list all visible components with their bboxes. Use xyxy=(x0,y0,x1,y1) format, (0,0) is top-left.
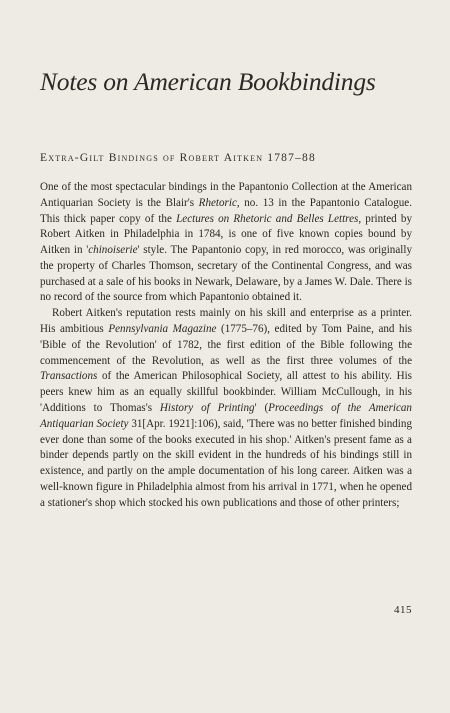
italic-text: Pennsylvania Magazine xyxy=(108,323,217,336)
text-run: 31[Apr. 1921]:106), said, 'There was no better finished binding ever done than some of the books executed in his shop.' Aitken's present fame as a binder depends partly on the skill evident in the hundreds of his bindings still in existence, and partly on the ample documentation of his long career. Aitken was a well-known figure in Philadelphia almost from his arrival in 1771, when he opened a stationer's shop which stocked his own publications and those of other printers; xyxy=(40,417,412,509)
page-number: 415 xyxy=(394,604,412,616)
text-run: Robert Aitken's reputation rests mainly on his skill and enterprise as a printer. His ambitious xyxy=(40,307,412,336)
text-run: One of the most spectacular bindings in the Papantonio Collection at the American Antiquarian Society is the Blair's xyxy=(40,181,412,209)
italic-text: History of Printing xyxy=(159,401,255,414)
italic-text: Proceedings of the American Antiquarian Society xyxy=(40,401,412,430)
text-run: , no. 13 in the Papantonio Catalogue. This thick paper copy of the xyxy=(40,196,412,225)
text-run: of the American Philosophical Society, all attest to his ability. His peers knew him as an equally skillful bookbinder. William McCullough, in his 'Additions to Thomas's xyxy=(40,370,412,414)
italic-text: chinoiserie xyxy=(88,244,138,257)
text-run: (1775–76), edited by Tom Paine, and his 'Bible of the Revolution' of 1782, the first edition of the Bible following the commencement of the Revolution, as well as the first three volumes of the xyxy=(40,323,412,367)
text-run: ' style. The Papantonio copy, in red morocco, was originally the property of Charles Thomson, secretary of the Continental Congress, and was purchased at a sale of his books in Newark, Delaware, by a James W. Dale. There is no record of the source from which Papantonio obtained it. xyxy=(40,244,412,304)
body-text xyxy=(40,180,412,511)
italic-text: Lectures on Rhetoric and Belles Lettres xyxy=(176,212,359,225)
body-paragraph xyxy=(40,180,412,306)
body-paragraph xyxy=(40,306,412,511)
text-run: ' ( xyxy=(254,401,269,414)
italic-text: Transactions xyxy=(40,370,98,383)
text-run: , printed by Robert Aitken in Philadelphia in 1784, is one of five known copies bound by Aitken in ' xyxy=(40,212,413,257)
section-heading: Extra-Gilt Bindings of Robert Aitken 1787–88 xyxy=(40,152,316,164)
chapter-title: Notes on American Bookbindings xyxy=(40,67,376,96)
italic-text: Rhetoric xyxy=(198,196,237,209)
